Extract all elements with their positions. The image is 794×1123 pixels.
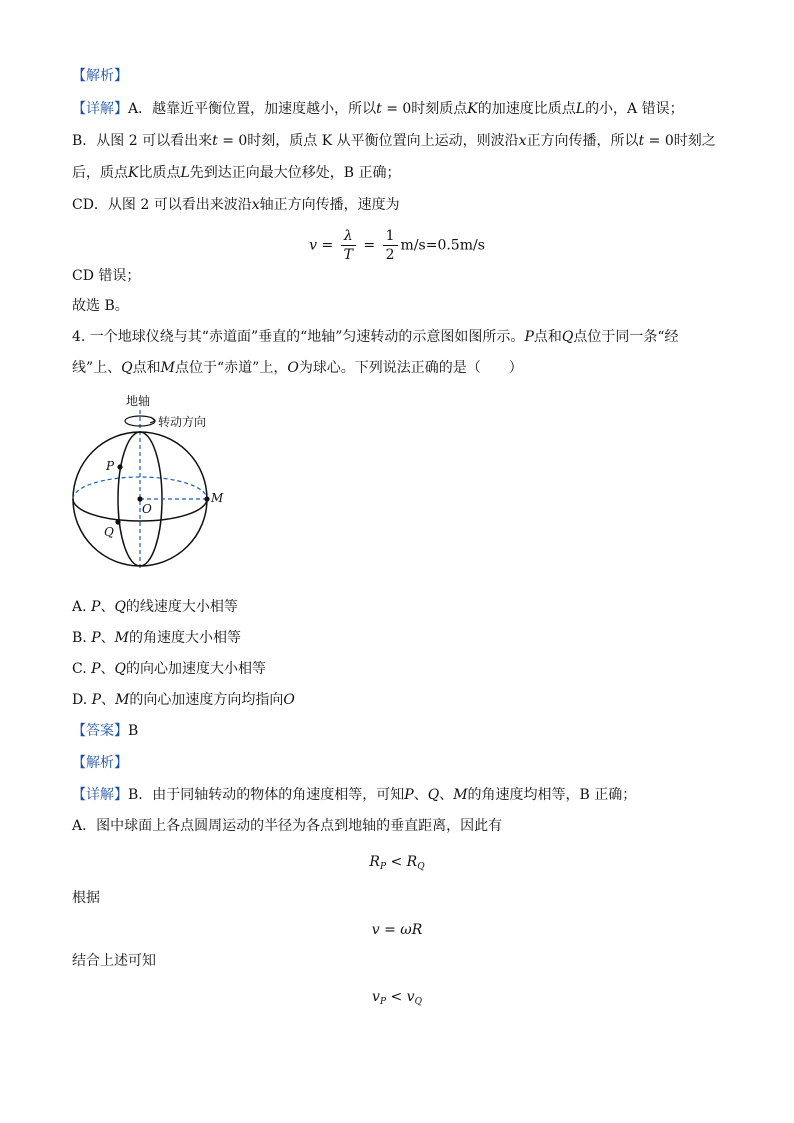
point-M-dot [204,496,209,501]
axis-label: 地轴 [126,394,151,408]
option-C: C. P、Q的向心加速度大小相等 [72,661,267,677]
question4-line2: 线”上、Q点和M点位于“赤道”上，O为球心。下列说法正确的是（ ） [72,360,523,376]
option-D: D. P、M的向心加速度方向均指向O [72,692,295,708]
answer-tag: 【答案】 [72,723,128,739]
choose-answer: 故选 B。 [72,298,129,314]
according-label: 根据 [72,890,100,906]
point-O-dot [137,496,142,501]
point-P-dot [117,464,122,469]
label-M: M [211,491,224,505]
globe-diagram [66,388,236,570]
formula-velocity: $v_P < v_Q$ [372,989,422,1007]
question4-line1: 4. 一个地球仪绕与其“赤道面”垂直的“地轴”匀速转动的示意图如图所示。P点和Q点位于同一条“经 [72,329,679,345]
formula-v-omega-R: v = ωR [371,922,423,938]
option-A: A. P、Q的线速度大小相等 [72,599,238,615]
detail-line-B1: B．从图 2 可以看出来t = 0时刻，质点 K 从平衡位置向上运动，则波沿x正方向传播，所以t = 0时刻之 [72,133,716,149]
meridian-front [118,432,140,566]
option-B: B. P、M的角速度大小相等 [72,630,241,646]
cd-wrong: CD 错误； [72,268,141,284]
analysis-tag-2: 【解析】 [72,755,128,771]
fraction-one-half: $\frac{1}{2}$ [383,227,398,264]
detail-line-B2: 后，质点K比质点L先到达正向最大位移处，B 正确； [72,165,401,181]
fraction-lambda-over-T: $\frac{\lambda}{T}$ [341,227,356,264]
formula-radius: $R_P < R_Q$ [369,854,425,872]
answer-line [72,721,138,741]
answer-value: B [128,723,139,739]
detail-tag-2: 【详解】 [72,787,128,803]
label-P: P [106,459,115,473]
velocity-formula: v = $\frac{\lambda}{T}$ = $\frac{1}{2}$ m/s=0.5m/s [309,228,485,263]
combine-label: 结合上述可知 [72,953,156,969]
answer-detail-B: 【详解】B．由于同轴转动的物体的角速度相等，可知P、Q、M的角速度均相等，B 正确； [72,787,637,803]
label-O: O [142,502,152,516]
detail-tag: 【详解】 [72,101,128,117]
rotation-label: 转动方向 [158,415,207,429]
detail-line-A: 【详解】A．越靠近平衡位置，加速度越小，所以t = 0时刻质点K的加速度比质点L的小，A 错误； [72,101,684,117]
label-Q: Q [104,525,114,539]
detail-line-CD: CD．从图 2 可以看出来波沿x轴正方向传播，速度为 [72,197,400,213]
analysis-tag: 【解析】 [72,68,128,84]
answer-detail-A: A．图中球面上各点圆周运动的半径为各点到地轴的垂直距离，因此有 [72,818,503,834]
point-Q-dot [115,519,120,524]
